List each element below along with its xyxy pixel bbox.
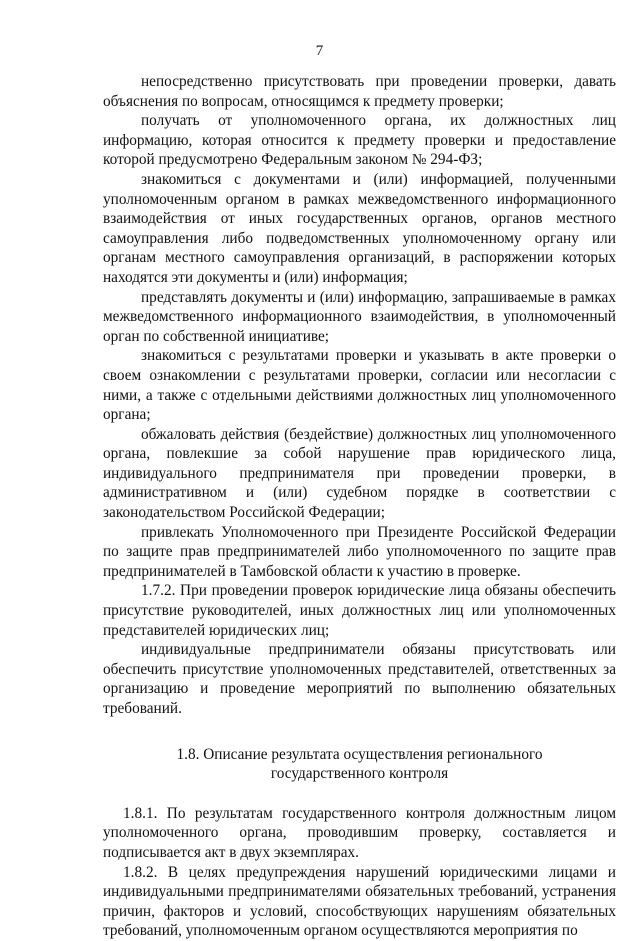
section-heading-line-2: государственного контроля [270, 765, 449, 783]
section-heading-line-1: 1.8. Описание результата осуществления регионального [176, 745, 543, 763]
paragraph-right-receive-info: получать от уполномоченного органа, их должностных лиц информацию, которая относится к предмету проверки и предоставление которой предусмотрено Федеральным законом № 294-ФЗ; [103, 112, 616, 169]
paragraph-right-review-results: знакомиться с результатами проверки и указывать в акте проверки о своем ознакомлении с результатами проверки, согласии или несогласии с ними, а также с отдельными действиями должностных лиц уполномоченного органа; [103, 347, 616, 424]
paragraph-entrepreneurs-obligations: индивидуальные предприниматели обязаны присутствовать или обеспечить присутствие уполномоченных представителей, ответственных за организацию и проведение мероприятий по выполнению обязательных требований. [103, 641, 616, 717]
paragraph-1-8-2: 1.8.2. В целях предупреждения нарушений юридическими лицами и индивидуальными предпринимателями обязательных требований, устранения причин, факторов и условий, способствующих нарушениям обязательных требований, уполномоченным органом осуществляются мероприятия по [103, 863, 616, 940]
document-body [103, 72, 616, 941]
paragraph-1-7-2: 1.7.2. При проведении проверок юридические лица обязаны обеспечить присутствие руководителей, иных должностных лиц или уполномоченных представителей юридических лиц; [103, 582, 616, 639]
paragraph-right-appeal: обжаловать действия (бездействие) должностных лиц уполномоченного органа, повлекшие за собой нарушение прав юридического лица, индивидуального предпринимателя при проведении проверки, в административном и (или) судебном порядке в соответствии с законодательством Российской Федерации; [103, 425, 616, 522]
page-number: 7 [315, 43, 324, 59]
section-heading-1-8 [103, 745, 616, 784]
paragraph-1-8-1: 1.8.1. По результатам государственного контроля должностным лицом уполномоченного органа, проводившим проверку, составляется и подписывается акт в двух экземплярах. [103, 804, 616, 861]
paragraph-right-review-documents: знакомиться с документами и (или) информацией, полученными уполномоченным органом в рамках межведомственного информационного взаимодействия от иных государственных органов, органов местного самоуправления либо подведомственных уполномоченному органу или органам местного самоуправления организаций, в распоряжении которых находятся эти документы и (или) информация; [103, 170, 616, 286]
paragraph-right-involve-ombudsman: привлекать Уполномоченного при Президенте Российской Федерации по защите прав предпринимателей либо уполномоченного по защите прав предпринимателей в Тамбовской области к участию в проверке. [103, 523, 616, 580]
paragraph-right-submit-documents: представлять документы и (или) информацию, запрашиваемые в рамках межведомственного информационного взаимодействия, в уполномоченный орган по собственной инициативе; [103, 288, 616, 345]
paragraph-right-attend: непосредственно присутствовать при проведении проверки, давать объяснения по вопросам, относящимся к предмету проверки; [103, 73, 616, 110]
